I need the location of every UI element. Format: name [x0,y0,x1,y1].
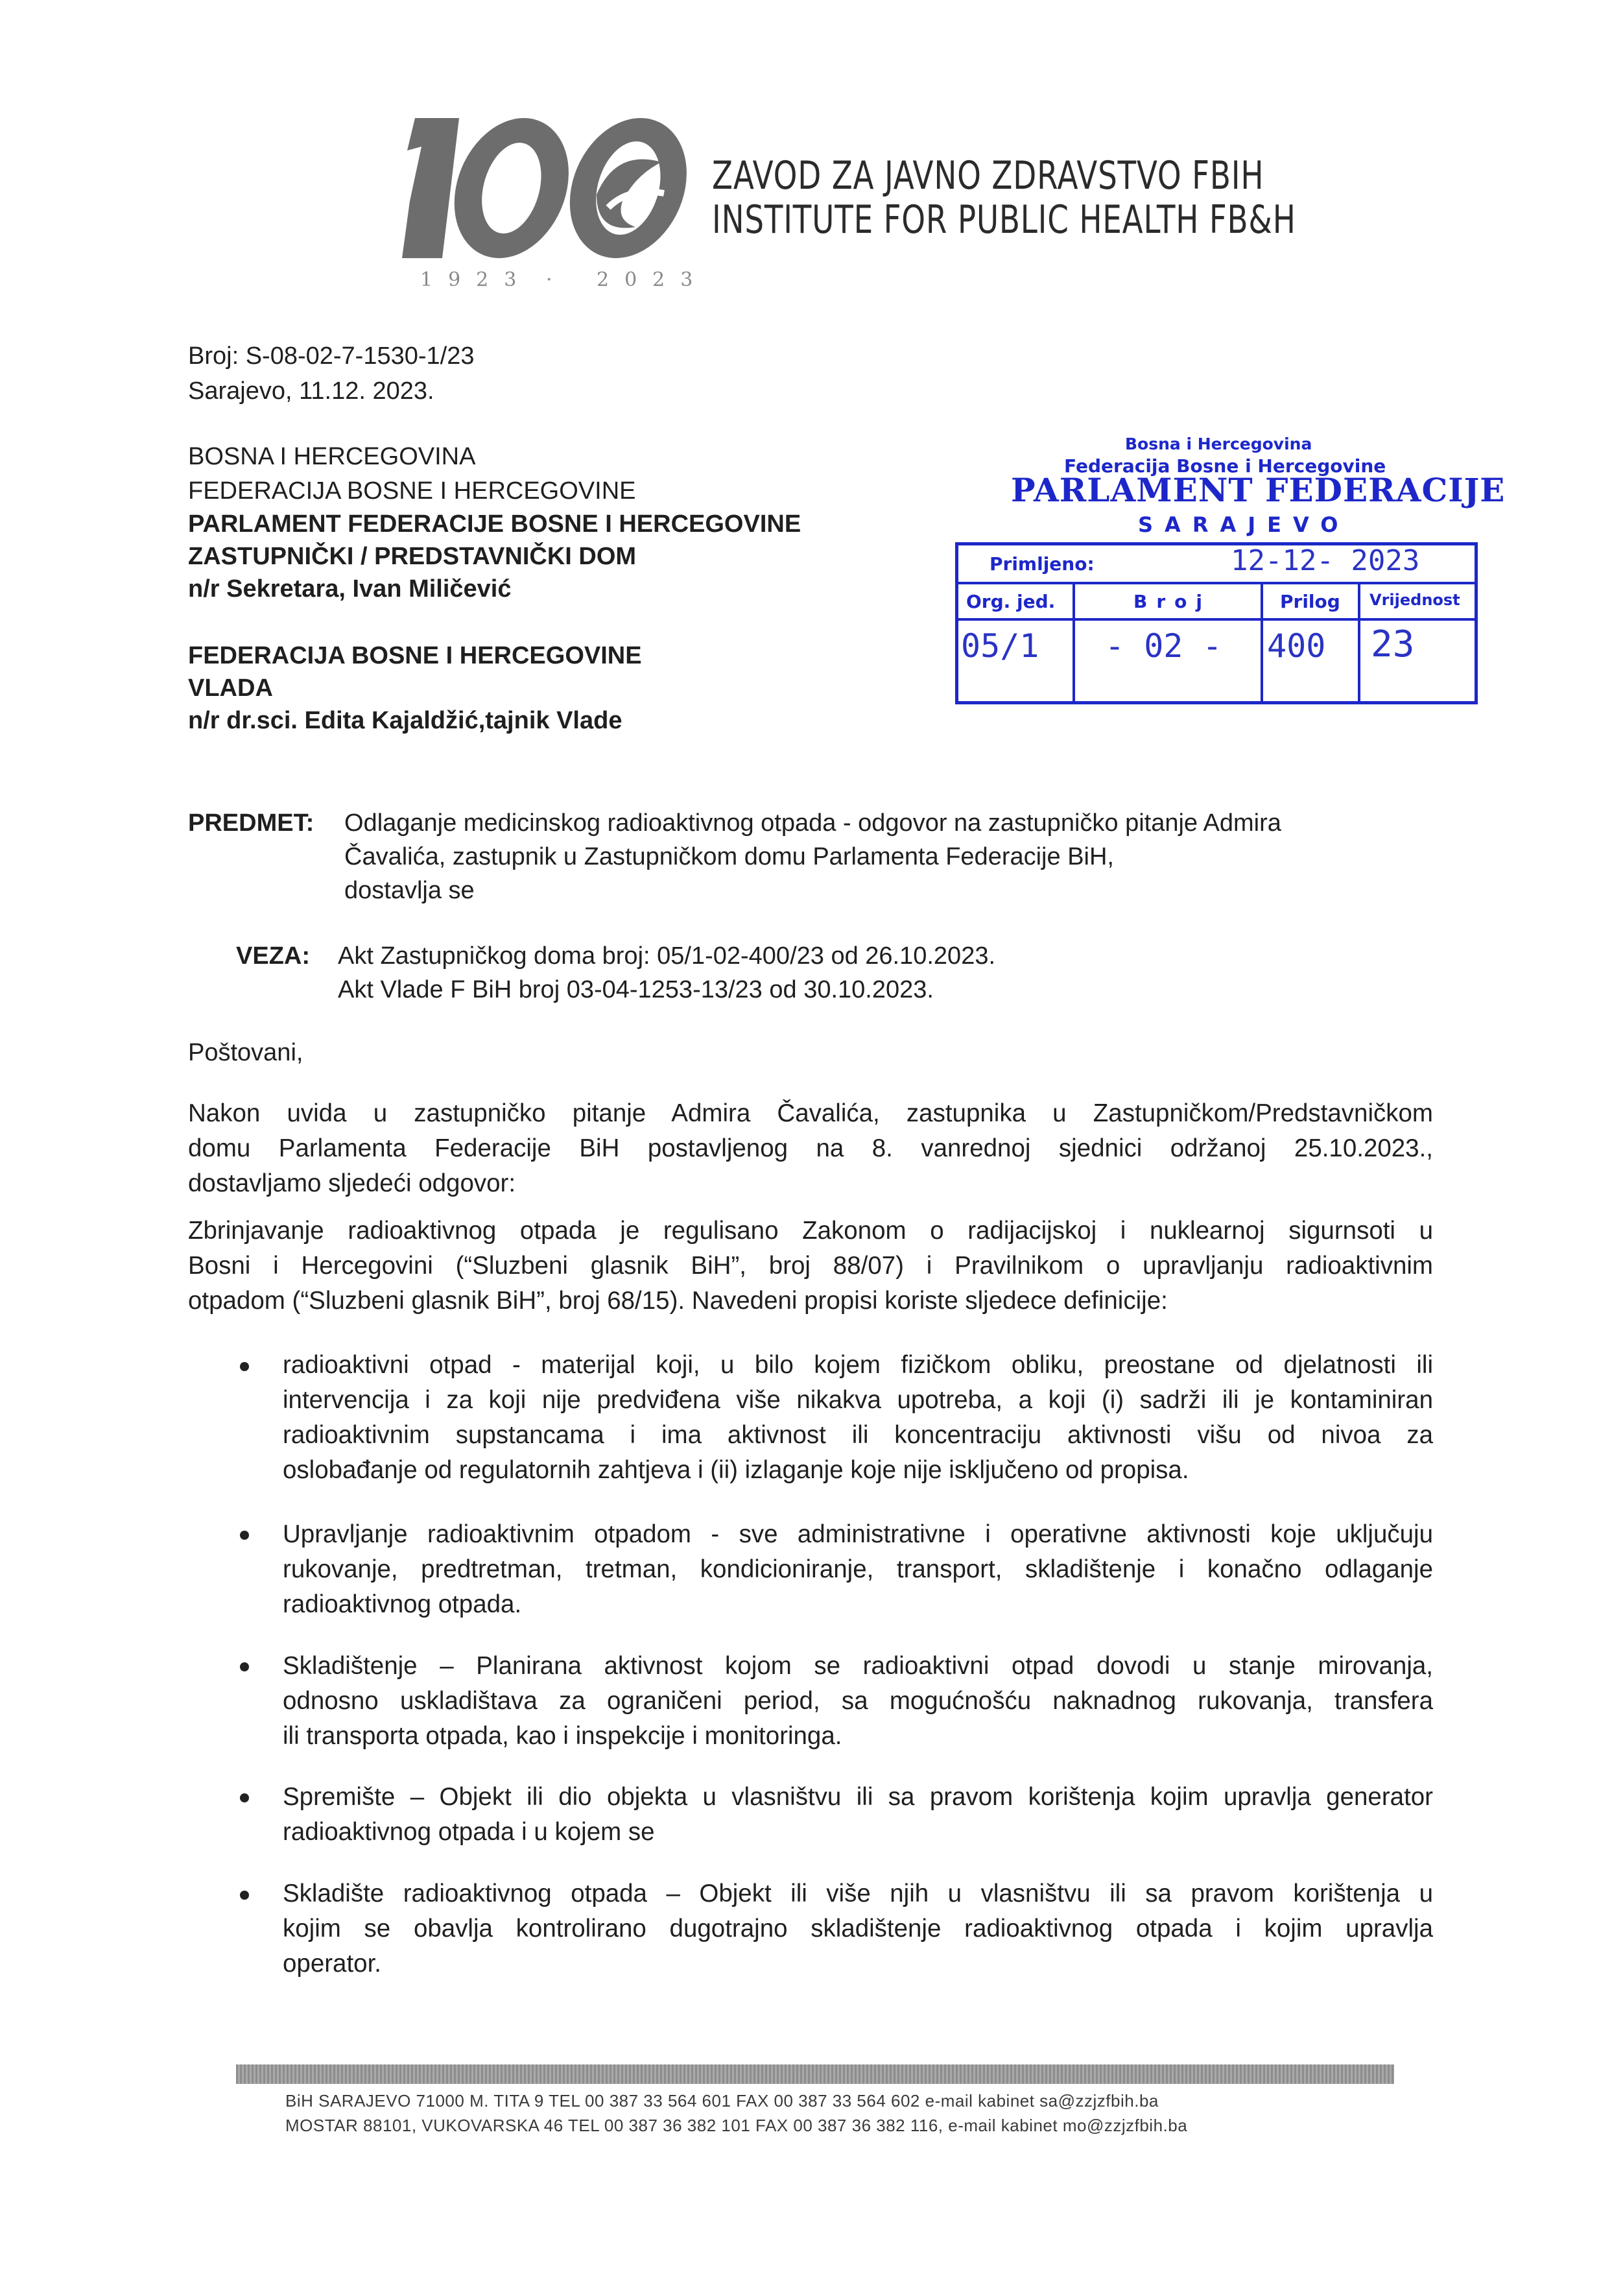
institute-logo [402,110,707,266]
bullet-icon [240,1662,249,1671]
list-item-line: Spremište – Objekt ili dio objekta u vlasništvu ili sa pravom korištenja kojim upravlja generator [283,1783,1433,1811]
stamp-federation: Federacija Bosne i Hercegovine [1064,455,1386,477]
list-item-line: Skladištenje – Planirana aktivnost kojom se radioaktivni otpad dovodi u stanje mirovanja, [283,1652,1433,1680]
veza-line: Akt Zastupničkog doma broj: 05/1-02-400/23 od 26.10.2023. [338,942,996,970]
stamp-val-vrijednost: 23 [1371,623,1415,665]
recipient-line: BOSNA I HERCEGOVINA [188,443,476,470]
paragraph-line: Bosni i Hercegovini (“Sluzbeni glasnik BiH”, broj 88/07) i Pravilnikom o upravljanju radioaktivnim [188,1252,1433,1280]
list-item-line: oslobađanje od regulatornih zahtjeva i (ii) izlaganje koje nije isključeno od propisa. [283,1456,1189,1484]
paragraph-legal-basis [188,1214,1433,1319]
place-date: Sarajevo, 11.12. 2023. [188,377,434,405]
bullet-icon [240,1793,249,1802]
paragraph-line: otpadom (“Sluzbeni glasnik BiH”, broj 68/15). Navedeni propisi koriste sljedece definicije: [188,1287,1168,1315]
stamp-col-org: Org. jed. [966,591,1056,612]
paragraph-line: Nakon uvida u zastupničko pitanje Admira Čavalića, zastupnika u Zastupničkom/Predstavničkom [188,1099,1433,1127]
recipient-line: FEDERACIJA BOSNE I HERCEGOVINE [188,642,642,669]
recipient-line: FEDERACIJA BOSNE I HERCEGOVINE [188,477,636,505]
list-item-line: kojim se obavlja kontrolirano dugotrajno skladištenje radioaktivnog otpada i kojim upravlja [283,1915,1433,1943]
footer-contact-sarajevo: BiH SARAJEVO 71000 M. TITA 9 TEL 00 387 33 564 601 FAX 00 387 33 564 602 e-mail kabinet sa@zzjzfbih.ba [285,2091,1159,2111]
stamp-val-prilog: 400 [1267,627,1326,665]
list-item-line: ili transporta otpada, kao i inspekcije i monitoringa. [283,1722,842,1750]
anniversary-year-separator: · [546,269,552,291]
bullet-icon [240,1531,249,1540]
paragraph-line: domu Parlamenta Federacije BiH postavljenog na 8. vanrednoj sjednici održanoj 25.10.2023., [188,1134,1433,1162]
stamp-received-label: Primljeno: [990,553,1095,575]
footer-divider-bar [236,2064,1394,2084]
stamp-divider [1261,584,1263,701]
stamp-country: Bosna i Hercegovina [1125,435,1312,453]
recipient-line: PARLAMENT FEDERACIJE BOSNE I HERCEGOVINE [188,510,801,538]
recipient-line: ZASTUPNIČKI / PREDSTAVNIČKI DOM [188,543,637,570]
anniversary-year-end: 2023 [597,269,709,291]
parliament-receipt-stamp [943,428,1514,733]
bullet-icon [240,1362,249,1371]
recipient-line: VLADA [188,675,273,702]
footer-contact-mostar: MOSTAR 88101, VUKOVARSKA 46 TEL 00 387 36 382 101 FAX 00 387 36 382 116, e-mail kabinet mo@zzjzfbih.ba [285,2116,1188,2135]
paragraph-line: Zbrinjavanje radioaktivnog otpada je regulisano Zakonom o radijacijskoj i nuklearnoj sigurnsoti u [188,1217,1433,1245]
list-item-line: radioaktivnim supstancama i ima aktivnost ili koncentraciju aktivnosti višu od nivoa za [283,1421,1433,1449]
list-item-line: rukovanje, predtretman, tretman, kondicioniranje, transport, skladištenje i konačno odlaganje [283,1555,1433,1583]
list-item-line: intervencija i za koji nije predviđena više nikakva upotreba, a koji (i) sadrži ili je kontaminiran [283,1386,1433,1414]
logo-100-graphic [402,110,707,266]
paragraph-intro [188,1096,1433,1201]
list-item-line: Upravljanje radioaktivnim otpadom - sve administrativne i operativne aktivnosti koje uključuju [283,1520,1433,1548]
subject-line: Čavalića, zastupnik u Zastupničkom domu Parlamenta Federacije BiH, [344,843,1114,870]
list-item [283,1876,1433,1981]
document-number: Broj: S-08-02-7-1530-1/23 [188,342,475,370]
recipient-attention: n/r Sekretara, Ivan Miličević [188,575,512,603]
stamp-val-org: 05/1 [961,627,1039,665]
list-item [283,1780,1433,1850]
list-item-line: operator. [283,1950,381,1978]
list-item-line: radioaktivnog otpada. [283,1590,522,1618]
list-item-line: radioaktivnog otpada i u kojem se [283,1818,655,1846]
stamp-col-vrijednost: Vrijednost [1369,591,1460,609]
salutation: Poštovani, [188,1039,303,1066]
stamp-registry-table [955,542,1478,704]
list-item-line: radioaktivni otpad - materijal koji, u bilo kojem fizičkom obliku, preostane od djelatnosti ili [283,1351,1433,1379]
list-item [283,1649,1433,1754]
stamp-received-row [958,545,1475,584]
subject-line: Odlaganje medicinskog radioaktivnog otpada - odgovor na zastupničko pitanje Admira [344,809,1281,837]
stamp-val-broj: - 02 - [1105,627,1222,665]
veza-line: Akt Vlade F BiH broj 03-04-1253-13/23 od 30.10.2023. [338,976,934,1003]
subject-line: dostavlja se [344,877,475,904]
stamp-parliament: PARLAMENT FEDERACIJE [1011,471,1506,509]
stamp-divider [1073,584,1075,701]
subject-label: PREDMET: [188,809,314,837]
stamp-col-broj: Broj [1133,591,1211,612]
paragraph-line: dostavljamo sljedeći odgovor: [188,1169,516,1197]
stamp-divider [1358,584,1360,701]
stamp-header-row [958,584,1475,621]
anniversary-year-start: 1923 [420,269,532,291]
list-item-line: Skladište radioaktivnog otpada – Objekt ili više njih u vlasništvu ili sa pravom korištenja u [283,1880,1433,1907]
institute-name-bs: ZAVOD ZA JAVNO ZDRAVSTVO FBIH [712,153,1264,198]
stamp-city: SARAJEVO [1138,512,1350,537]
stamp-received-date: 12-12- 2023 [1231,544,1420,577]
bullet-icon [240,1891,249,1900]
list-item-line: odnosno uskladištava za ograničeni period, sa mogućnošću naknadnog rukovanja, transfera [283,1687,1433,1715]
list-item [283,1517,1433,1622]
recipient-attention: n/r dr.sci. Edita Kajaldžić,tajnik Vlade [188,707,622,734]
veza-label: VEZA: [236,942,310,970]
stamp-col-prilog: Prilog [1280,591,1340,612]
institute-name-en: INSTITUTE FOR PUBLIC HEALTH FB&H [712,197,1296,243]
list-item [283,1348,1433,1488]
